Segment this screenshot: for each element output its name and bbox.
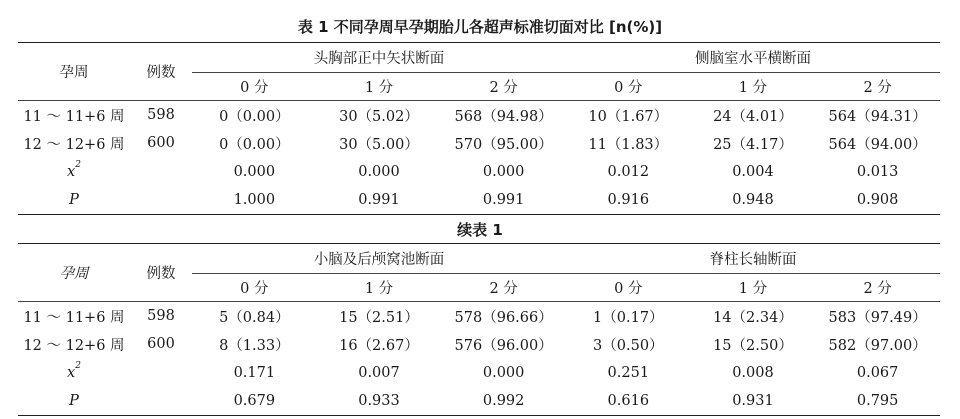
- score-header: 2 分: [489, 281, 518, 297]
- score-header: 1 分: [738, 281, 768, 297]
- stat-cell: 0.000: [482, 163, 525, 180]
- score-header: 0 分: [240, 80, 269, 96]
- table-row: [18, 101, 940, 130]
- week-cell: 12 ～ 12+6 周: [23, 136, 125, 153]
- table-1: [18, 42, 940, 215]
- stat-cell: 0.908: [815, 186, 940, 215]
- stat-cell: 0.795: [815, 387, 940, 416]
- header-cases: 例数: [130, 244, 192, 302]
- data-cell: 578（96.66）: [454, 309, 553, 326]
- score-header: 0 分: [614, 281, 643, 297]
- p-value-row: [18, 186, 940, 215]
- score-header: 1 分: [364, 80, 394, 96]
- data-cell: 582（97.00）: [828, 337, 927, 354]
- data-cell: 583（97.49）: [828, 309, 927, 326]
- stat-cell: 0.679: [192, 387, 317, 416]
- data-cell: 30（5.02）: [339, 108, 419, 125]
- p-label: P: [18, 186, 130, 215]
- table-row: [18, 302, 940, 331]
- data-cell: 10（1.67）: [588, 108, 669, 125]
- cases-cell: 600: [147, 135, 175, 152]
- stat-cell: 1.000: [192, 186, 317, 215]
- stat-cell: 0.000: [358, 163, 400, 180]
- data-cell: 564（94.00）: [828, 136, 927, 153]
- data-cell: 30（5.00）: [339, 136, 419, 153]
- stat-cell: 0.991: [441, 186, 566, 215]
- header-week: 孕周: [18, 43, 130, 101]
- stat-cell: 0.991: [317, 186, 442, 215]
- score-header: 2 分: [863, 281, 892, 297]
- score-header: 0 分: [614, 80, 643, 96]
- table-row: [18, 129, 940, 158]
- data-cell: 1（0.17）: [593, 309, 664, 326]
- week-cell: 11 ～ 11+6 周: [23, 108, 125, 125]
- week-cell: 12 ～ 12+6 周: [23, 337, 125, 354]
- stat-cell: 0.013: [856, 163, 899, 180]
- stat-cell: 0.008: [732, 364, 774, 381]
- p-value-row: [18, 387, 940, 416]
- data-cell: 3（0.50）: [593, 337, 664, 354]
- data-cell: 15（2.51）: [339, 309, 419, 326]
- table-1-title: 表 1 不同孕周早孕期胎儿各超声标准切面对比 [n(%)]: [297, 18, 663, 36]
- chi-square-label: $x^2$: [67, 159, 81, 180]
- week-cell: 11 ～ 11+6 周: [23, 309, 125, 326]
- data-cell: 576（96.00）: [454, 337, 553, 354]
- cases-cell: 598: [147, 308, 175, 324]
- p-label: P: [18, 387, 130, 416]
- header-group-a: 小脑及后颅窝池断面: [192, 244, 566, 274]
- cases-cell: 598: [147, 107, 175, 123]
- cases-cell: 600: [147, 336, 175, 353]
- header-week: 孕周: [18, 244, 130, 302]
- stat-cell: 0.000: [482, 364, 525, 381]
- data-cell: 0（0.00）: [219, 136, 290, 153]
- score-header: 2 分: [489, 80, 518, 96]
- stat-cell: 0.616: [566, 387, 691, 416]
- data-cell: 8（1.33）: [219, 337, 290, 354]
- data-cell: 568（94.98）: [454, 108, 553, 125]
- score-header: 1 分: [364, 281, 394, 297]
- score-header: 0 分: [240, 281, 269, 297]
- chi-square-row: [18, 359, 940, 388]
- stat-cell: 0.948: [691, 186, 816, 215]
- data-cell: 564（94.31）: [828, 108, 927, 125]
- stat-cell: 0.916: [566, 186, 691, 215]
- data-cell: 14（2.34）: [713, 309, 793, 326]
- stat-cell: 0.931: [691, 387, 816, 416]
- score-header: 2 分: [863, 80, 892, 96]
- score-header: 1 分: [738, 80, 768, 96]
- chi-square-row: [18, 158, 940, 187]
- stat-cell: 0.004: [732, 163, 774, 180]
- data-cell: 0（0.00）: [219, 108, 290, 125]
- stat-cell: 0.007: [358, 364, 400, 381]
- data-cell: 5（0.84）: [219, 309, 290, 326]
- stat-cell: 0.000: [233, 163, 276, 180]
- table-2: [18, 243, 940, 416]
- data-cell: 24（4.01）: [713, 108, 793, 125]
- stat-cell: 0.933: [317, 387, 442, 416]
- stat-cell: 0.251: [607, 364, 650, 381]
- header-group-b: 侧脑室水平横断面: [566, 43, 940, 73]
- header-group-a: 头胸部正中矢状断面: [192, 43, 566, 73]
- header-cases: 例数: [130, 43, 192, 101]
- data-cell: 11（1.83）: [588, 136, 669, 153]
- header-group-b: 脊柱长轴断面: [566, 244, 940, 274]
- stat-cell: 0.992: [441, 387, 566, 416]
- data-cell: 15（2.50）: [713, 337, 793, 354]
- stat-cell: 0.171: [233, 364, 276, 381]
- stat-cell: 0.012: [607, 163, 650, 180]
- table-row: [18, 330, 940, 359]
- stat-cell: 0.067: [856, 364, 899, 381]
- table-2-title: 续表 1: [457, 221, 503, 239]
- data-cell: 25（4.17）: [713, 136, 793, 153]
- chi-square-label: $x^2$: [67, 360, 81, 381]
- data-cell: 16（2.67）: [339, 337, 419, 354]
- data-cell: 570（95.00）: [454, 136, 553, 153]
